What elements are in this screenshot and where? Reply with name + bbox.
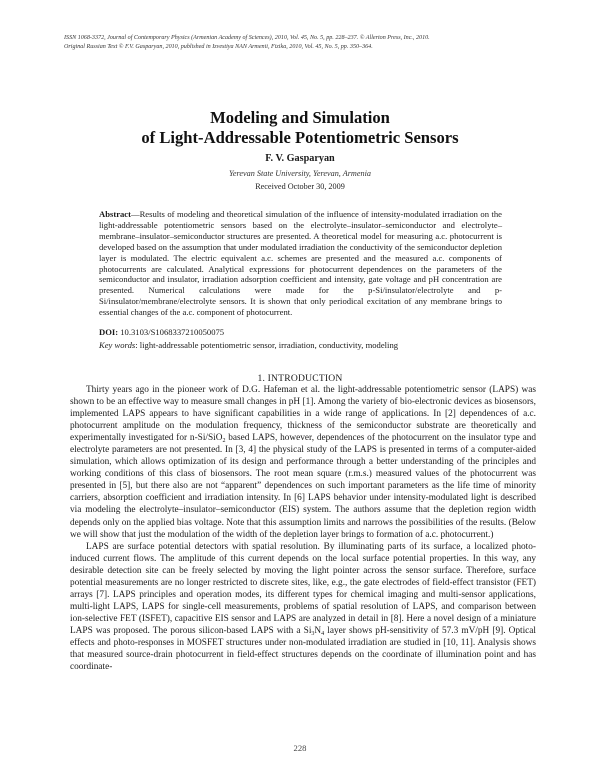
doi-value[interactable]: 10.3103/S1068337210050075 bbox=[118, 327, 225, 337]
paragraph bbox=[70, 541, 536, 674]
abstract bbox=[99, 209, 502, 318]
title-line-1: Modeling and Simulation bbox=[210, 108, 390, 127]
subscript: 4 bbox=[321, 630, 325, 637]
original-text-line: Original Russian Text © F.V. Gasparyan, 2010, published in Izvestiya NAN Armenii, Fizika, 2010, Vol. 45, No. 5, pp. 350–364. bbox=[64, 43, 373, 50]
doi-label: DOI: bbox=[99, 327, 119, 337]
keywords bbox=[99, 340, 519, 351]
journal-header bbox=[64, 34, 544, 51]
paragraph bbox=[70, 384, 536, 541]
page-number: 228 bbox=[293, 743, 307, 753]
title-line-2: of Light-Addressable Potentiometric Sensors bbox=[141, 127, 459, 147]
paragraph-text: N bbox=[314, 625, 322, 636]
paragraph-text: layer shows pH-sensitivity of 57.3 mV/pH [9]. Optical effects and photo-responses in MOSFET structures under non-modulated irradiation are studied in [10, 11]. Analysis shows that measured source-drain photocurrent in field-effect structures depends on the coordinate of illumination point and has coordinate- bbox=[70, 625, 536, 673]
abstract-text: —Results of modeling and theoretical simulation of the influence of intensity-modulated irradiation on the light-addressable potentiometric sensors based on the electrolyte–insulator–semiconductor and electrolyte–membrane–insulator–semiconductor structures are presented. A theoretical model for measuring a.c. photocurrent is developed based on the assumption that under modulated irradiation the conductivity of the semiconductor depletion layer is modulated. The electric equivalent a.c. schemes are presented and the measured a.c. components of photocurrents are calculated. Analytical expressions for photocurrent dependences on the parameters of the semiconductor and insulator, irradiation adsorption coefficient and intensity, gate voltage and pH concentration are presented. Numerical calculations were made for the p-Si/insulator/electrolyte and p-Si/insulator/membrane/electrolyte sensors. It is shown that only periodical excitation of any membrane brings to essential changes of the a.c. component of photocurrent. bbox=[99, 209, 502, 318]
keywords-value: : light-addressable potentiometric sensor, irradiation, conductivity, modeling bbox=[135, 340, 399, 350]
paragraph-text: Thirty years ago in the pioneer work of D.G. Hafeman et al. the light-addressable potentiometric sensor (LAPS) was shown to be an effective way to measure small changes in pH [1]. Among the variety of bio-electronic devices as biosensors, implemented LAPS appears to have significant capabilities in a wide range of applications. In [2] dependences of a.c. photocurrent amplitude on the modulation frequency, thickness of the semiconductor substrate are theoretically and experimentally investigated for n-Si/SiO bbox=[70, 385, 536, 444]
doi bbox=[99, 327, 502, 338]
section-heading: 1. INTRODUCTION bbox=[257, 373, 343, 384]
abstract-label: Abstract bbox=[99, 209, 131, 219]
author-name: F. V. Gasparyan bbox=[265, 153, 335, 164]
journal-citation-line: ISSN 1068-3372, Journal of Contemporary Physics (Armenian Academy of Sciences), 2010, Vol. 45, No. 5, pp. 228–237. © Allerton Press, Inc., 2010. bbox=[64, 35, 430, 41]
paragraph-text: based LAPS, however, dependences of the photocurrent on the insulator type and electrolyte parameters are not presented. In [3, 4] the physical study of the LAPS is presented in terms of a computer-aided simulation, which allows optimization of its design and performance through a better understanding of the principles and working conditions of this class of biosensors. The root mean square (r.m.s.) measured values of the photocurrent was presented in [5], but there also are not “apparent” dependences on such important parameters as the life time of minority carriers, absorption coefficient and irradiation intensity. In [6] LAPS behavior under intensity-modulated light is described via modeling the electrolyte–insulator–semiconductor (EIS) system. The authors assume that the depletion region width depends only on the applied bias voltage. Note that this assumption limits and narrows the possibilities of the results. (Below we will show that just the modulation of the width of the depletion layer brings to formation of a.c. photocurrent.) bbox=[70, 433, 536, 540]
paper-title bbox=[0, 108, 600, 147]
paragraph-text: LAPS are surface potential detectors with spatial resolution. By illuminating parts of its surface, a localized photo-induced current flows. The amplitude of this current depends on the local surface potential properties. In this way, any desirable detection site can be freely selected by moving the light pointer across the sensor surface. Therefore, surface potential measurements are no longer restricted to discrete sites, like, e.g., the gate electrodes of field-effect transistor (FET) arrays [7]. LAPS principles and operation modes, its different types for chemical imaging and multi-sensor applications, multi-light LAPS, LAPS for single-cell measurements, problems of spatial resolution of LAPS, and comparison between ion-selective FET (ISFET), capacitive EIS sensor and LAPS are analyzed in detail in [8]. Here a novel design of a miniature LAPS was proposed. The porous silicon-based LAPS with a Si bbox=[70, 541, 536, 636]
introduction-body bbox=[70, 384, 536, 673]
author-affiliation: Yerevan State University, Yerevan, Armenia bbox=[229, 169, 371, 178]
subscript: 2 bbox=[222, 438, 226, 445]
received-date: Received October 30, 2009 bbox=[255, 182, 345, 191]
keywords-label: Key words bbox=[99, 340, 136, 350]
subscript: 3 bbox=[311, 630, 315, 637]
